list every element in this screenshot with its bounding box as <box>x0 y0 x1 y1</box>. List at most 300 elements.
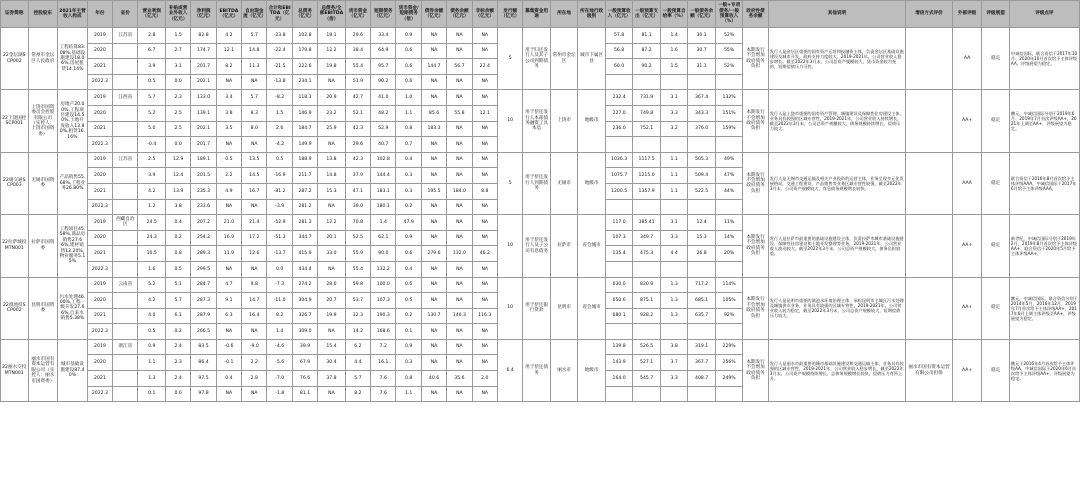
budget-value-cell: 114% <box>715 277 743 293</box>
budget-value-cell <box>633 324 661 340</box>
financial-value-cell: 287.3 <box>191 293 216 309</box>
financial-value-cell: 25.9 <box>318 121 346 137</box>
financial-value-cell: NA <box>472 277 497 293</box>
financial-value-cell: NA <box>472 43 497 59</box>
budget-value-cell <box>660 199 688 215</box>
financial-value-cell: 10.5 <box>138 246 166 262</box>
budget-value-cell: 30.1 <box>688 28 716 44</box>
financial-value-cell: NA <box>472 137 497 153</box>
budget-value-cell: 749.8 <box>633 105 661 121</box>
financial-value-cell: NA <box>447 230 472 246</box>
admin-level-cell: 省会城市 <box>578 277 606 339</box>
financial-value-cell: 14.7 <box>242 293 267 309</box>
financial-value-cell: NA <box>216 74 241 90</box>
financial-value-cell: 1.1 <box>396 386 421 402</box>
admin-level-cell: 地级市 <box>578 152 606 214</box>
financial-value-cell: -9.0 <box>242 339 267 355</box>
financial-value-cell: -5.6 <box>267 355 292 371</box>
issue-amount-cell: 5 <box>497 28 522 90</box>
financial-value-cell: 3.4 <box>216 90 241 106</box>
financial-value-cell: 42.7 <box>345 90 370 106</box>
column-header: 合计和EBITDA（亿元） <box>267 1 292 28</box>
financial-value-cell: 12.4 <box>165 168 190 184</box>
revenue-composition-cell: 产品销售55.68%,工程业务26.80% <box>58 152 88 214</box>
financial-value-cell: 139.1 <box>191 105 216 121</box>
column-header: 一般+专项债务/一般预算收入（%） <box>715 1 743 28</box>
column-header: 2021年主营收入构成 <box>58 1 88 28</box>
financial-value-cell: 0.4 <box>216 371 241 387</box>
location-cell: 常州市金坛区 <box>550 28 578 90</box>
budget-value-cell: 3.3 <box>660 371 688 387</box>
bond-name-cell: 22上饶国控SCP001 <box>1 90 29 152</box>
budget-value-cell: 545.7 <box>633 371 661 387</box>
financial-value-cell: 42.3 <box>345 121 370 137</box>
controlling-shareholder-cell: 上饶市国资委员会控股有限公司（实控人：上饶市国资委） <box>28 90 58 152</box>
financial-value-cell: NA <box>447 137 472 153</box>
budget-value-cell: 1.3 <box>660 277 688 293</box>
financial-value-cell: NA <box>242 199 267 215</box>
financial-value-cell: NA <box>447 277 472 293</box>
fund-use-cell: 用于偿还发行人及子公司有息债务 <box>523 215 551 277</box>
financial-value-cell: NA <box>421 339 446 355</box>
budget-value-cell: 717.2 <box>688 277 716 293</box>
revenue-composition-cell: 工程结算83.08%,基础设施建设18.06%,房屋租赁14.14% <box>58 28 88 90</box>
year-cell: 2021 <box>87 59 112 75</box>
table-row <box>1 215 1080 231</box>
financial-value-cell: 144.4 <box>371 168 396 184</box>
budget-value-cell: 1.5 <box>660 59 688 75</box>
financial-value-cell: 21.4 <box>242 215 267 231</box>
financial-value-cell: 29.6 <box>345 137 370 153</box>
financial-value-cell: NA <box>242 74 267 90</box>
financial-value-cell: 12.2 <box>318 215 346 231</box>
financial-value-cell: 41.0 <box>371 90 396 106</box>
budget-value-cell: 3.3 <box>660 105 688 121</box>
year-cell: 2021 <box>87 371 112 387</box>
budget-value-cell <box>605 386 633 402</box>
financial-value-cell: 8.0 <box>242 121 267 137</box>
other-notes-cell: 发行人是金坛区重要的国有资产运营和投融资主体，负责金坛区基础设施建设及城市开发，政府支持力度较大，2019-2021年，公司营业收入稳步增长。截至2022年3月末，公司总资产规模较大，货币资金较为充裕，短期偿债压力可控。 <box>768 28 906 90</box>
financial-value-cell: -8.2 <box>267 90 292 106</box>
financial-value-cell: 33.0 <box>318 246 346 262</box>
column-header: 增信方式评价 <box>906 1 953 28</box>
financial-value-cell: 32.3 <box>345 308 370 324</box>
financial-value-cell: 30.4 <box>318 355 346 371</box>
year-cell: 2021 <box>87 246 112 262</box>
financial-value-cell: 64.9 <box>371 43 396 59</box>
financial-value-cell: 2.7 <box>165 43 190 59</box>
budget-value-cell: 3.3 <box>660 230 688 246</box>
budget-value-cell: 227.0 <box>605 105 633 121</box>
financial-value-cell: NA <box>318 261 346 277</box>
financial-value-cell: 5.2 <box>138 105 166 121</box>
revenue-composition-cell: 房地产20.00%,工程项目建设14.50%,土地开发收入13.80%,租赁16.16% <box>58 90 88 152</box>
table-row <box>1 28 1080 44</box>
financial-value-cell: -13.7 <box>267 246 292 262</box>
budget-value-cell: 30.7 <box>688 43 716 59</box>
issue-amount-cell: 10 <box>497 277 522 339</box>
column-header: 一般预算收入（亿元） <box>605 1 633 28</box>
financial-value-cell: 0.6 <box>396 246 421 262</box>
financial-value-cell: 48.2 <box>371 105 396 121</box>
financial-value-cell: 211.7 <box>292 168 317 184</box>
financial-value-cell: 0.6 <box>396 277 421 293</box>
year-cell: 2020 <box>87 293 112 309</box>
financial-value-cell: 195.5 <box>421 183 446 199</box>
financial-value-cell: 6.3 <box>216 308 241 324</box>
financial-value-cell: 201.5 <box>191 168 216 184</box>
budget-value-cell: 1.3 <box>660 308 688 324</box>
column-header: 营业利润（亿元） <box>138 1 166 28</box>
other-notes-cell: 发行人是上饶市重要的国有资产管理、城镇建设及保障性住房建设主体，业务具有较强的区域专营性，2019-2021年，公司营业收入持续增长，截至2022年3月末，公司总资产规模较大，债务规模持续增长，偿债压力较大。 <box>768 90 906 152</box>
budget-value-cell: 3.1 <box>660 215 688 231</box>
financial-value-cell: 97.5 <box>191 371 216 387</box>
budget-value-cell: 92% <box>715 308 743 324</box>
budget-value-cell: 249% <box>715 371 743 387</box>
budget-value-cell: 1.6 <box>660 43 688 59</box>
financial-value-cell: NA <box>472 355 497 371</box>
financial-value-cell: 2.5 <box>165 121 190 137</box>
financial-value-cell: NA <box>472 324 497 340</box>
province-cell: 浙江省 <box>113 339 138 355</box>
budget-value-cell: 135.4 <box>605 246 633 262</box>
table-header-row <box>1 1 1080 28</box>
budget-value-cell: 1.3 <box>660 293 688 309</box>
year-cell: 2021 <box>87 183 112 199</box>
financial-value-cell: NA <box>472 28 497 44</box>
column-header: 年份 <box>87 1 112 28</box>
bond-name-cell: 22丽水交投MTN001 <box>1 339 29 401</box>
budget-value-cell: 1.1 <box>660 152 688 168</box>
financial-value-cell: 6.1 <box>165 308 190 324</box>
budget-value-cell <box>633 199 661 215</box>
budget-value-cell: 376.0 <box>688 121 716 137</box>
budget-value-cell: 81.1 <box>633 28 661 44</box>
budget-value-cell <box>633 74 661 90</box>
financial-value-cell: 0.9 <box>138 339 166 355</box>
location-cell: 上饶市 <box>550 90 578 152</box>
budget-value-cell <box>660 386 688 402</box>
financial-value-cell: 6.2 <box>345 339 370 355</box>
province-cell <box>113 74 138 90</box>
financial-value-cell: NA <box>472 121 497 137</box>
location-cell: 拉萨市 <box>550 215 578 277</box>
financial-value-cell: 149.9 <box>292 137 317 153</box>
financial-value-cell: 24.5 <box>138 215 166 231</box>
budget-value-cell: 1.1 <box>660 168 688 184</box>
financial-value-cell: 24.3 <box>138 230 166 246</box>
financial-value-cell: 0.8 <box>165 246 190 262</box>
column-header: 外部评级 <box>952 1 982 28</box>
financial-value-cell: NA <box>447 28 472 44</box>
rating-remark-cell: 鹏元，中诚信国际分别于2019年6月、2019年7月首次评级AA+，2021年上调至AA+，评级展望为稳定。 <box>1009 90 1079 152</box>
financial-value-cell: 15.3 <box>318 183 346 199</box>
financial-value-cell: 97.8 <box>191 386 216 402</box>
province-cell: 江西省 <box>113 90 138 106</box>
budget-value-cell: 343.3 <box>688 105 716 121</box>
column-header: 一般预算自给率（%） <box>660 1 688 28</box>
financial-value-cell: 35.6 <box>447 371 472 387</box>
financial-value-cell: 1.1 <box>138 355 166 371</box>
column-header: 所在地 <box>550 1 578 28</box>
financial-value-cell: 235.3 <box>191 183 216 199</box>
financial-value-cell: 344.7 <box>292 230 317 246</box>
budget-value-cell: 117.0 <box>605 215 633 231</box>
financial-value-cell: 14.8 <box>242 43 267 59</box>
budget-value-cell <box>633 386 661 402</box>
province-cell: 云南省 <box>113 277 138 293</box>
province-cell: 江苏省 <box>113 28 138 44</box>
financial-value-cell: 0.9 <box>396 28 421 44</box>
financial-value-cell: 289.3 <box>191 246 216 262</box>
year-cell: 2020 <box>87 168 112 184</box>
financial-value-cell: 55.4 <box>345 59 370 75</box>
province-cell <box>113 230 138 246</box>
column-header: 证券简称 <box>1 1 29 28</box>
budget-value-cell: 31.1 <box>688 59 716 75</box>
financial-value-cell: 1.4 <box>267 324 292 340</box>
financial-value-cell: 9.8 <box>242 277 267 293</box>
financial-value-cell: NA <box>447 386 472 402</box>
financial-value-cell: 2.5 <box>165 105 190 121</box>
financial-value-cell: NA <box>447 152 472 168</box>
budget-value-cell: 256% <box>715 355 743 371</box>
budget-value-cell: 527.1 <box>633 355 661 371</box>
rating-outlook-cell: 稳定 <box>982 90 1010 152</box>
province-cell <box>113 324 138 340</box>
financial-value-cell: 144.7 <box>421 59 446 75</box>
financial-value-cell: 279.6 <box>421 246 446 262</box>
financial-value-cell: 53.7 <box>345 293 370 309</box>
year-cell: 2020 <box>87 355 112 371</box>
financial-value-cell: 434.4 <box>292 261 317 277</box>
financial-value-cell: NA <box>216 199 241 215</box>
financial-value-cell: 0.3 <box>396 168 421 184</box>
fund-use-cell: 用于偿还发行人本部债务融资工具本息 <box>523 90 551 152</box>
gov-debt-cell: 本期发行不会增加政府债务负担 <box>743 277 768 339</box>
bond-name-cell: 22金坛湖SCP002 <box>1 28 29 90</box>
budget-value-cell: 752.1 <box>633 121 661 137</box>
financial-value-cell: 0.5 <box>216 152 241 168</box>
financial-value-cell: NA <box>216 261 241 277</box>
province-cell <box>113 183 138 199</box>
financial-value-cell: 146.9 <box>292 105 317 121</box>
budget-value-cell: 90.2 <box>633 59 661 75</box>
province-cell <box>113 293 138 309</box>
financial-value-cell: -52.9 <box>267 215 292 231</box>
budget-value-cell <box>660 324 688 340</box>
financial-value-cell: 184.0 <box>447 183 472 199</box>
budget-value-cell: 107.3 <box>605 230 633 246</box>
financial-value-cell: 233.6 <box>191 199 216 215</box>
financial-value-cell: 201.7 <box>191 59 216 75</box>
financial-value-cell: NA <box>318 324 346 340</box>
financial-value-cell: NA <box>447 199 472 215</box>
financial-value-cell: 1.3 <box>138 371 166 387</box>
budget-value-cell <box>633 137 661 153</box>
budget-value-cell: 1117.5 <box>633 152 661 168</box>
budget-value-cell <box>633 261 661 277</box>
financial-value-cell: 7.6 <box>371 371 396 387</box>
financial-value-cell: NA <box>318 74 346 90</box>
financial-value-cell: 190.3 <box>371 308 396 324</box>
financial-value-cell: 201.7 <box>191 137 216 153</box>
financial-value-cell: 287.9 <box>191 308 216 324</box>
budget-value-cell: 49% <box>715 152 743 168</box>
financial-value-cell: 52.5 <box>345 230 370 246</box>
year-cell: 2021 <box>87 308 112 324</box>
financial-value-cell: 2.4 <box>165 339 190 355</box>
financial-value-cell: -81.2 <box>267 183 292 199</box>
column-header: 债券余额（亿元） <box>421 1 446 28</box>
financial-value-cell: 5.7 <box>165 293 190 309</box>
province-cell <box>113 355 138 371</box>
financial-value-cell: 16.4 <box>242 308 267 324</box>
financial-value-cell: 82.8 <box>191 28 216 44</box>
financial-value-cell: NA <box>318 199 346 215</box>
financial-value-cell: 415.9 <box>292 246 317 262</box>
financial-value-cell: 4.0 <box>138 308 166 324</box>
financial-value-cell: -7.0 <box>267 371 292 387</box>
budget-value-cell: 57.8 <box>605 28 633 44</box>
financial-value-cell: 90.0 <box>371 246 396 262</box>
financial-value-cell: 0.5 <box>138 324 166 340</box>
province-cell <box>113 261 138 277</box>
budget-value-cell: 505.3 <box>688 152 716 168</box>
column-header: 总债务（亿元） <box>292 1 317 28</box>
financial-value-cell: 90.2 <box>371 74 396 90</box>
financial-value-cell: 81.1 <box>292 386 317 402</box>
financial-value-cell: 102.8 <box>292 28 317 44</box>
financial-value-cell: 38.4 <box>345 43 370 59</box>
guarantee-cell <box>906 90 953 152</box>
rating-remark-cell: 联合资信于2016年8月首次给予主体评级AAA，中诚信国际于2017年6月给予主体评级AAA。 <box>1009 152 1079 214</box>
financial-value-cell: 1.1 <box>396 105 421 121</box>
budget-value-cell: 635.7 <box>688 308 716 324</box>
guarantee-cell <box>906 28 953 90</box>
province-cell <box>113 386 138 402</box>
financial-value-cell: 299.5 <box>191 261 216 277</box>
financial-value-cell: NA <box>447 355 472 371</box>
gov-debt-cell: 本期发行不会增加政府债务负担 <box>743 28 768 90</box>
budget-value-cell: 1.4 <box>660 28 688 44</box>
budget-value-cell <box>605 324 633 340</box>
admin-level-cell: 地级市 <box>578 90 606 152</box>
financial-value-cell: NA <box>421 293 446 309</box>
financial-value-cell: NA <box>242 324 267 340</box>
budget-value-cell: 151% <box>715 105 743 121</box>
budget-value-cell: 349.7 <box>633 230 661 246</box>
column-header: EBITDA（亿元） <box>216 1 241 28</box>
budget-value-cell <box>688 261 716 277</box>
budget-value-cell: 56.8 <box>605 43 633 59</box>
financial-value-cell: 8.2 <box>216 59 241 75</box>
financial-value-cell: -1.8 <box>267 386 292 402</box>
column-header: 一般债务余额（亿元） <box>688 1 716 28</box>
column-header: 省份 <box>113 1 138 28</box>
budget-value-cell: 685.1 <box>688 293 716 309</box>
budget-value-cell <box>715 199 743 215</box>
financial-value-cell: 179.8 <box>292 43 317 59</box>
financial-value-cell: 22.4 <box>472 59 497 75</box>
financial-value-cell: 16.1 <box>371 355 396 371</box>
financial-value-cell: NA <box>447 215 472 231</box>
budget-value-cell: 367.4 <box>688 90 716 106</box>
financial-value-cell: -7.3 <box>267 277 292 293</box>
budget-value-cell <box>605 74 633 90</box>
province-cell <box>113 246 138 262</box>
rating-outlook-cell: 稳定 <box>982 277 1010 339</box>
financial-value-cell: 184.7 <box>292 121 317 137</box>
province-cell <box>113 308 138 324</box>
budget-value-cell <box>688 199 716 215</box>
financial-value-cell: NA <box>472 386 497 402</box>
financial-value-cell: 8.2 <box>267 308 292 324</box>
budget-value-cell: 1036.3 <box>605 152 633 168</box>
financial-value-cell: 76.6 <box>292 371 317 387</box>
budget-value-cell: 680.1 <box>605 308 633 324</box>
year-cell: 2019 <box>87 215 112 231</box>
financial-value-cell: -11.0 <box>267 293 292 309</box>
budget-value-cell: 26.8 <box>688 246 716 262</box>
financial-value-cell: 51.9 <box>345 74 370 90</box>
province-cell <box>113 105 138 121</box>
year-cell: 2019 <box>87 339 112 355</box>
controlling-shareholder-cell: 无锡市国资委 <box>28 152 58 214</box>
financial-value-cell: 3.8 <box>216 105 241 121</box>
budget-value-cell: 164.0 <box>605 371 633 387</box>
financial-value-cell: 133.0 <box>191 90 216 106</box>
financial-value-cell: 1.2 <box>138 199 166 215</box>
issue-amount-cell: 5 <box>497 152 522 214</box>
budget-value-cell <box>715 324 743 340</box>
financial-value-cell: 8.8 <box>472 183 497 199</box>
external-rating-cell: AA+ <box>952 90 982 152</box>
financial-value-cell: 183.3 <box>421 121 446 137</box>
budget-value-cell: 52% <box>715 59 743 75</box>
financial-value-cell: 19.8 <box>318 59 346 75</box>
financial-value-cell: -21.5 <box>267 59 292 75</box>
financial-value-cell: NA <box>421 261 446 277</box>
gov-debt-cell: 本期发行不会增加政府债务负担 <box>743 215 768 277</box>
financial-value-cell: 2.3 <box>165 90 190 106</box>
budget-value-cell: 3.1 <box>660 90 688 106</box>
province-cell <box>113 168 138 184</box>
financial-value-cell: 21.0 <box>216 215 241 231</box>
budget-value-cell <box>715 261 743 277</box>
financial-value-cell: 20.9 <box>318 90 346 106</box>
financial-value-cell: NA <box>421 355 446 371</box>
financial-value-cell: -0.6 <box>216 339 241 355</box>
province-cell <box>113 199 138 215</box>
financial-value-cell: 6.7 <box>138 43 166 59</box>
table-row <box>1 277 1080 293</box>
financial-value-cell: NA <box>421 90 446 106</box>
year-cell: 2019 <box>87 152 112 168</box>
financial-value-cell: 102.8 <box>371 152 396 168</box>
financial-value-cell: 116.3 <box>472 308 497 324</box>
financial-value-cell: -51.3 <box>267 230 292 246</box>
financial-value-cell: 1.5 <box>267 105 292 121</box>
financial-value-cell: 0.5 <box>267 152 292 168</box>
column-header: 补贴或营业外收入（亿元） <box>165 1 190 28</box>
table-row <box>1 90 1080 106</box>
financial-value-cell: 39.0 <box>345 199 370 215</box>
financial-value-cell: 326.7 <box>292 308 317 324</box>
financial-value-cell: 266.5 <box>191 324 216 340</box>
financial-value-cell: 281.3 <box>292 215 317 231</box>
financial-value-cell: 4.9 <box>216 183 241 199</box>
